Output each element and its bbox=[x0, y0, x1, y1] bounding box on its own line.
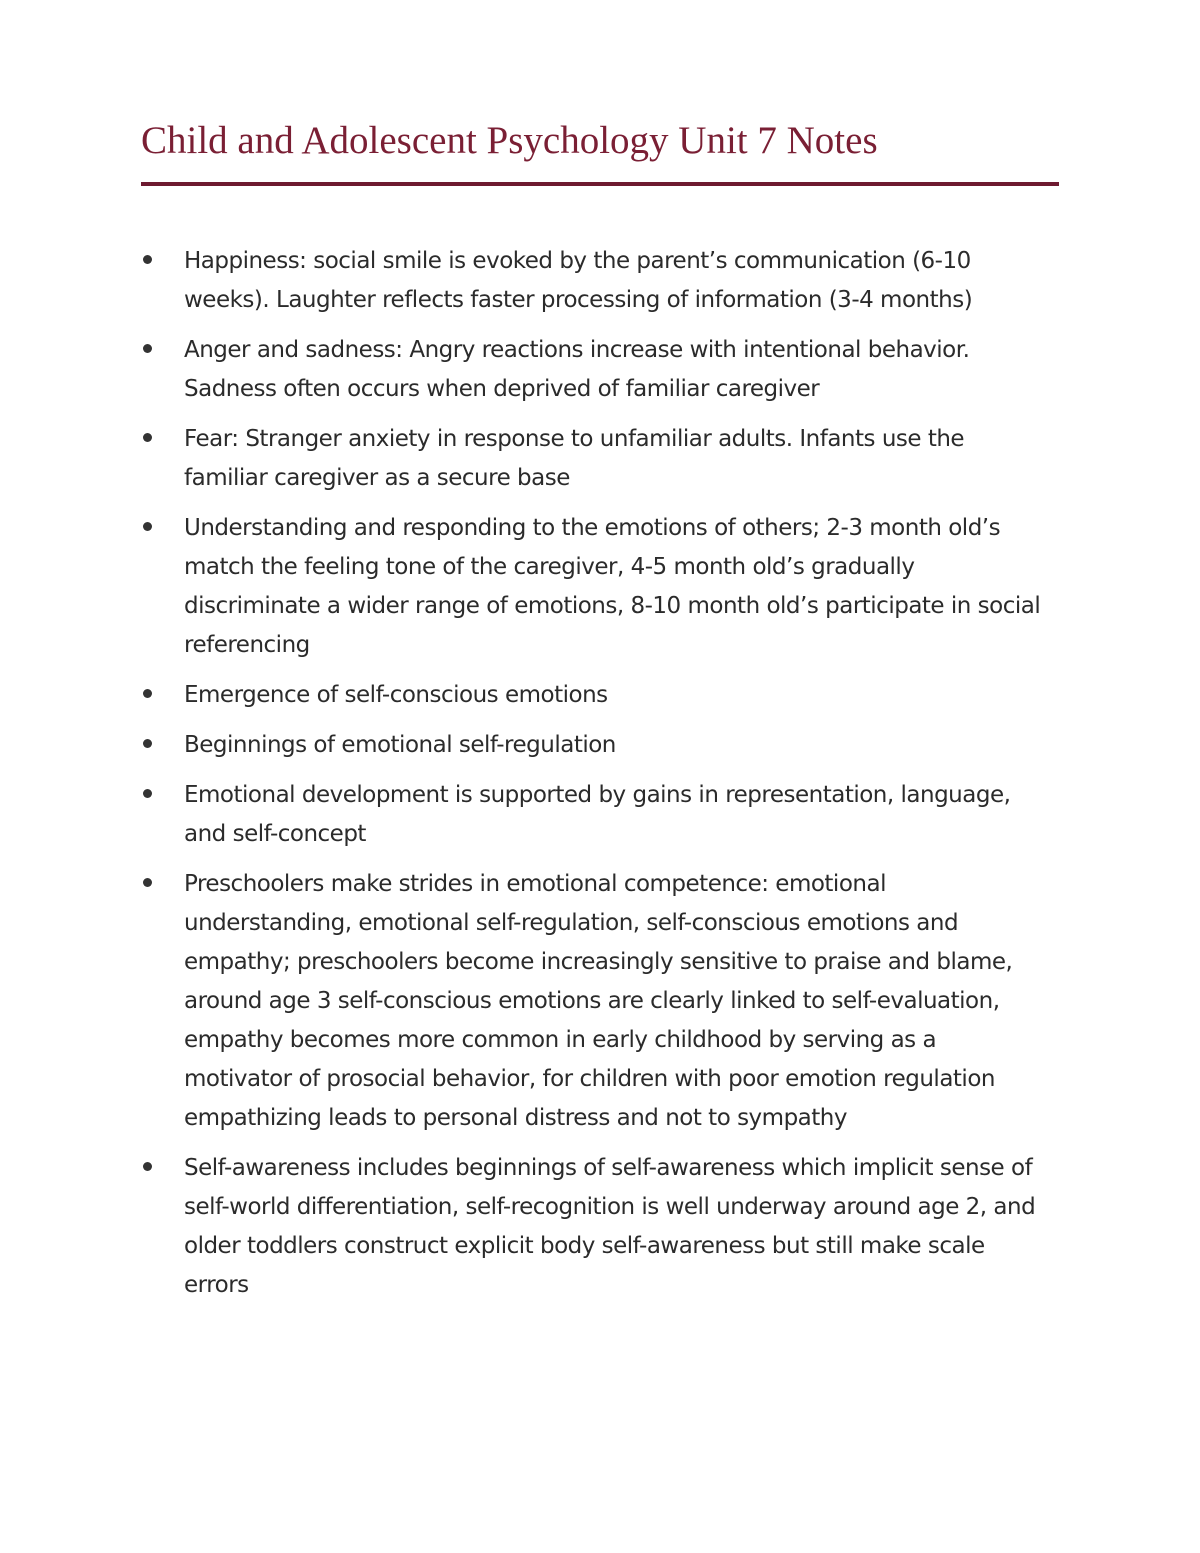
note-text: Emergence of self-conscious emotions bbox=[184, 682, 608, 708]
note-item bbox=[0, 331, 1044, 409]
note-text: Anger and sadness: Angry reactions increase with intentional behavior. Sadness often occurs when deprived of familiar caregiver bbox=[184, 337, 970, 402]
note-text: Understanding and responding to the emotions of others; 2-3 month old’s match the feeling tone of the caregiver, 4-5 month old’s gradually discriminate a wider range of emotions, 8-10 month old’s participate in social referencing bbox=[184, 515, 1041, 658]
note-text: Self-awareness includes beginnings of self-awareness which implicit sense of self-world differentiation, self-recognition is well underway around age 2, and older toddlers construct explicit body self-awareness but still make scale errors bbox=[184, 1155, 1036, 1298]
bullet-icon bbox=[143, 344, 152, 353]
bullet-icon bbox=[143, 789, 152, 798]
note-text: Emotional development is supported by gains in representation, language, and self-concept bbox=[184, 782, 1011, 847]
bullet-icon bbox=[143, 433, 152, 442]
note-item bbox=[0, 776, 1044, 854]
bullet-icon bbox=[143, 522, 152, 531]
title-divider bbox=[141, 182, 1059, 186]
notes-list bbox=[0, 242, 1200, 1316]
bullet-icon bbox=[143, 739, 152, 748]
bullet-icon bbox=[143, 878, 152, 887]
note-item bbox=[0, 1149, 1044, 1305]
note-text: Fear: Stranger anxiety in response to unfamiliar adults. Infants use the familiar caregiver as a secure base bbox=[184, 426, 965, 491]
bullet-icon bbox=[143, 255, 152, 264]
note-item bbox=[0, 242, 1044, 320]
document-title: Child and Adolescent Psychology Unit 7 Notes bbox=[141, 119, 878, 162]
note-item bbox=[0, 676, 1044, 715]
note-text: Beginnings of emotional self-regulation bbox=[184, 732, 616, 758]
note-item bbox=[0, 726, 1044, 765]
bullet-icon bbox=[143, 1162, 152, 1171]
note-item bbox=[0, 865, 1044, 1138]
note-item bbox=[0, 509, 1044, 665]
note-text: Happiness: social smile is evoked by the parent’s communication (6-10 weeks). Laughter reflects faster processing of information (3-4 months) bbox=[184, 248, 973, 313]
note-item bbox=[0, 420, 1044, 498]
bullet-icon bbox=[143, 689, 152, 698]
note-text: Preschoolers make strides in emotional competence: emotional understanding, emotional self-regulation, self-conscious emotions and empathy; preschoolers become increasingly sensitive to praise and blame, around age 3 self-conscious emotions are clearly linked to self-evaluation, empathy becomes more common in early childhood by serving as a motivator of prosocial behavior, for children with poor emotion regulation empathizing leads to personal distress and not to sympathy bbox=[184, 871, 1013, 1131]
